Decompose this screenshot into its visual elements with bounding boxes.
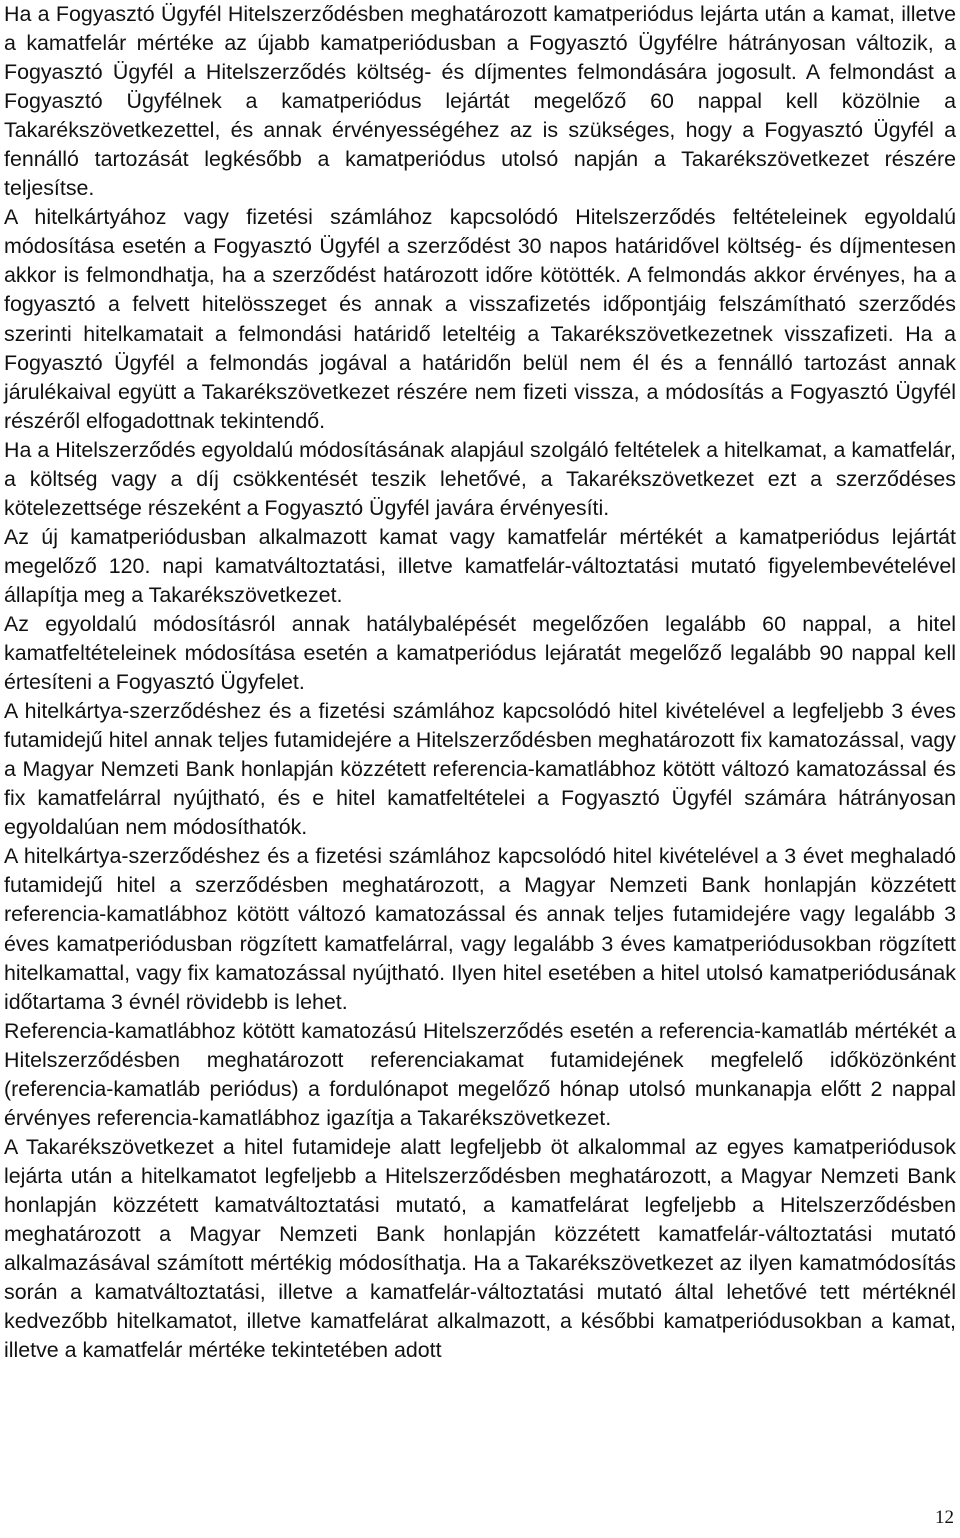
body-text	[4, 0, 956, 1365]
paragraph-3: Ha a Hitelszerződés egyoldalú módosításának alapjául szolgáló feltételek a hitelkamat, a kamatfelár, a költség vagy a díj csökkentését teszik lehetővé, a Takarékszövetkezet ezt a szerződéses kötelezettsége részeként a Fogyasztó Ügyfél javára érvényesíti.	[4, 437, 956, 520]
paragraph-2: A hitelkártyához vagy fizetési számlához kapcsolódó Hitelszerződés feltételeinek egyoldalú módosítása esetén a Fogyasztó Ügyfél a szerződést 30 napos határidővel költség- és díjmentesen akkor is felmondhatja, ha a szerződést határozott időre kötötték. A felmondás akkor érvényes, ha a fogyasztó a felvett hitelösszeget és annak a visszafizetés időpontjáig felszámítható szerződés szerinti hitelkamatait a felmondási határidő leteltéig a Takarékszövetkezetnek visszafizeti. Ha a Fogyasztó Ügyfél a felmondás jogával a határidőn belül nem él és a fennálló tartozást annak járulékaival együtt a Takarékszövetkezet részére nem fizeti vissza, a módosítás a Fogyasztó Ügyfél részéről elfogadottnak tekintendő.	[4, 205, 956, 433]
paragraph-6: A hitelkártya-szerződéshez és a fizetési számlához kapcsolódó hitel kivételével a legfeljebb 3 éves futamidejű hitel annak teljes futamidejére a Hitelszerződésben meghatározott fix kamatozással, vagy a Magyar Nemzeti Bank honlapján közzétett referencia-kamatlábhoz kötött változó kamatozással és fix kamatfelárral nyújtható, és e hitel kamatfeltételei a Fogyasztó Ügyfél számára hátrányosan egyoldalúan nem módosíthatók.	[4, 699, 956, 840]
paragraph-5: Az egyoldalú módosításról annak hatálybalépését megelőzően legalább 60 nappal, a hitel kamatfeltételeinek módosítása esetén a kamatperiódus lejáratát megelőző legalább 90 nappal kell értesíteni a Fogyasztó Ügyfelet.	[4, 611, 956, 695]
paragraph-4: Az új kamatperiódusban alkalmazott kamat vagy kamatfelár mértékét a kamatperiódus lejártát megelőző 120. napi kamatváltoztatási, illetve kamatfelár-változtatási mutató figyelembevételével állapítja meg a Takarékszövetkezet.	[4, 524, 956, 607]
paragraph-8: Referencia-kamatlábhoz kötött kamatozású Hitelszerződés esetén a referencia-kamatláb mértékét a Hitelszerződésben meghatározott referenciakamat futamidejének megfelelő időközönként (referencia-kamatláb periódus) a fordulónapot megelőző hónap utolsó munkanapja előtt 2 nappal érvényes referencia-kamatlábhoz igazítja a Takarékszövetkezet.	[4, 1018, 956, 1130]
paragraph-1: Ha a Fogyasztó Ügyfél Hitelszerződésben meghatározott kamatperiódus lejárta után a kamat, illetve a kamatfelár mértéke az újabb kamatperiódusban a Fogyasztó Ügyfélre hátrányosan változik, a Fogyasztó Ügyfél a Hitelszerződés költség- és díjmentes felmondására jogosult. A felmondást a Fogyasztó Ügyfélnek a kamatperiódus lejártát megelőző 60 nappal kell közölnie a Takarékszövetkezettel, és annak érvényességéhez az is szükséges, hogy a Fogyasztó Ügyfél a fennálló tartozását legkésőbb a kamatperiódus utolsó napján a Takarékszövetkezet részére teljesítse.	[4, 2, 956, 201]
paragraph-7: A hitelkártya-szerződéshez és a fizetési számlához kapcsolódó hitel kivételével a 3 évet meghaladó futamidejű hitel a szerződésben meghatározott, a Magyar Nemzeti Bank honlapján közzétett referencia-kamatlábhoz kötött változó kamatozással és annak teljes futamidejére vagy legalább 3 éves kamatperiódusban rögzített kamatfelárral, vagy legalább 3 éves kamatperiódusokban rögzített hitelkamattal, vagy fix kamatozással nyújtható. Ilyen hitel esetében a hitel utolsó kamatperiódusának időtartama 3 évnél rövidebb is lehet.	[4, 844, 956, 1014]
paragraph-9: A Takarékszövetkezet a hitel futamideje alatt legfeljebb öt alkalommal az egyes kamatperiódusok lejárta után a hitelkamatot legfeljebb a Hitelszerződésben meghatározott, a Magyar Nemzeti Bank honlapján közzétett kamatváltoztatási mutató, a kamatfelárat legfeljebb a Hitelszerződésben meghatározott a Magyar Nemzeti Bank honlapján közzétett kamatfelár-változtatási mutató alkalmazásával számított mértékig módosíthatja. Ha a Takarékszövetkezet az ilyen kamatmódosítás során a kamatváltoztatási, illetve a kamatfelár-változtatási mutató által lehetővé tett mértéknél kedvezőbb hitelkamatot, illetve kamatfelárat alkalmazott, a későbbi kamatperiódusokban a kamat, illetve a kamatfelár mértéke tekintetében adott	[4, 1134, 956, 1363]
page-number: 12	[935, 1507, 954, 1528]
